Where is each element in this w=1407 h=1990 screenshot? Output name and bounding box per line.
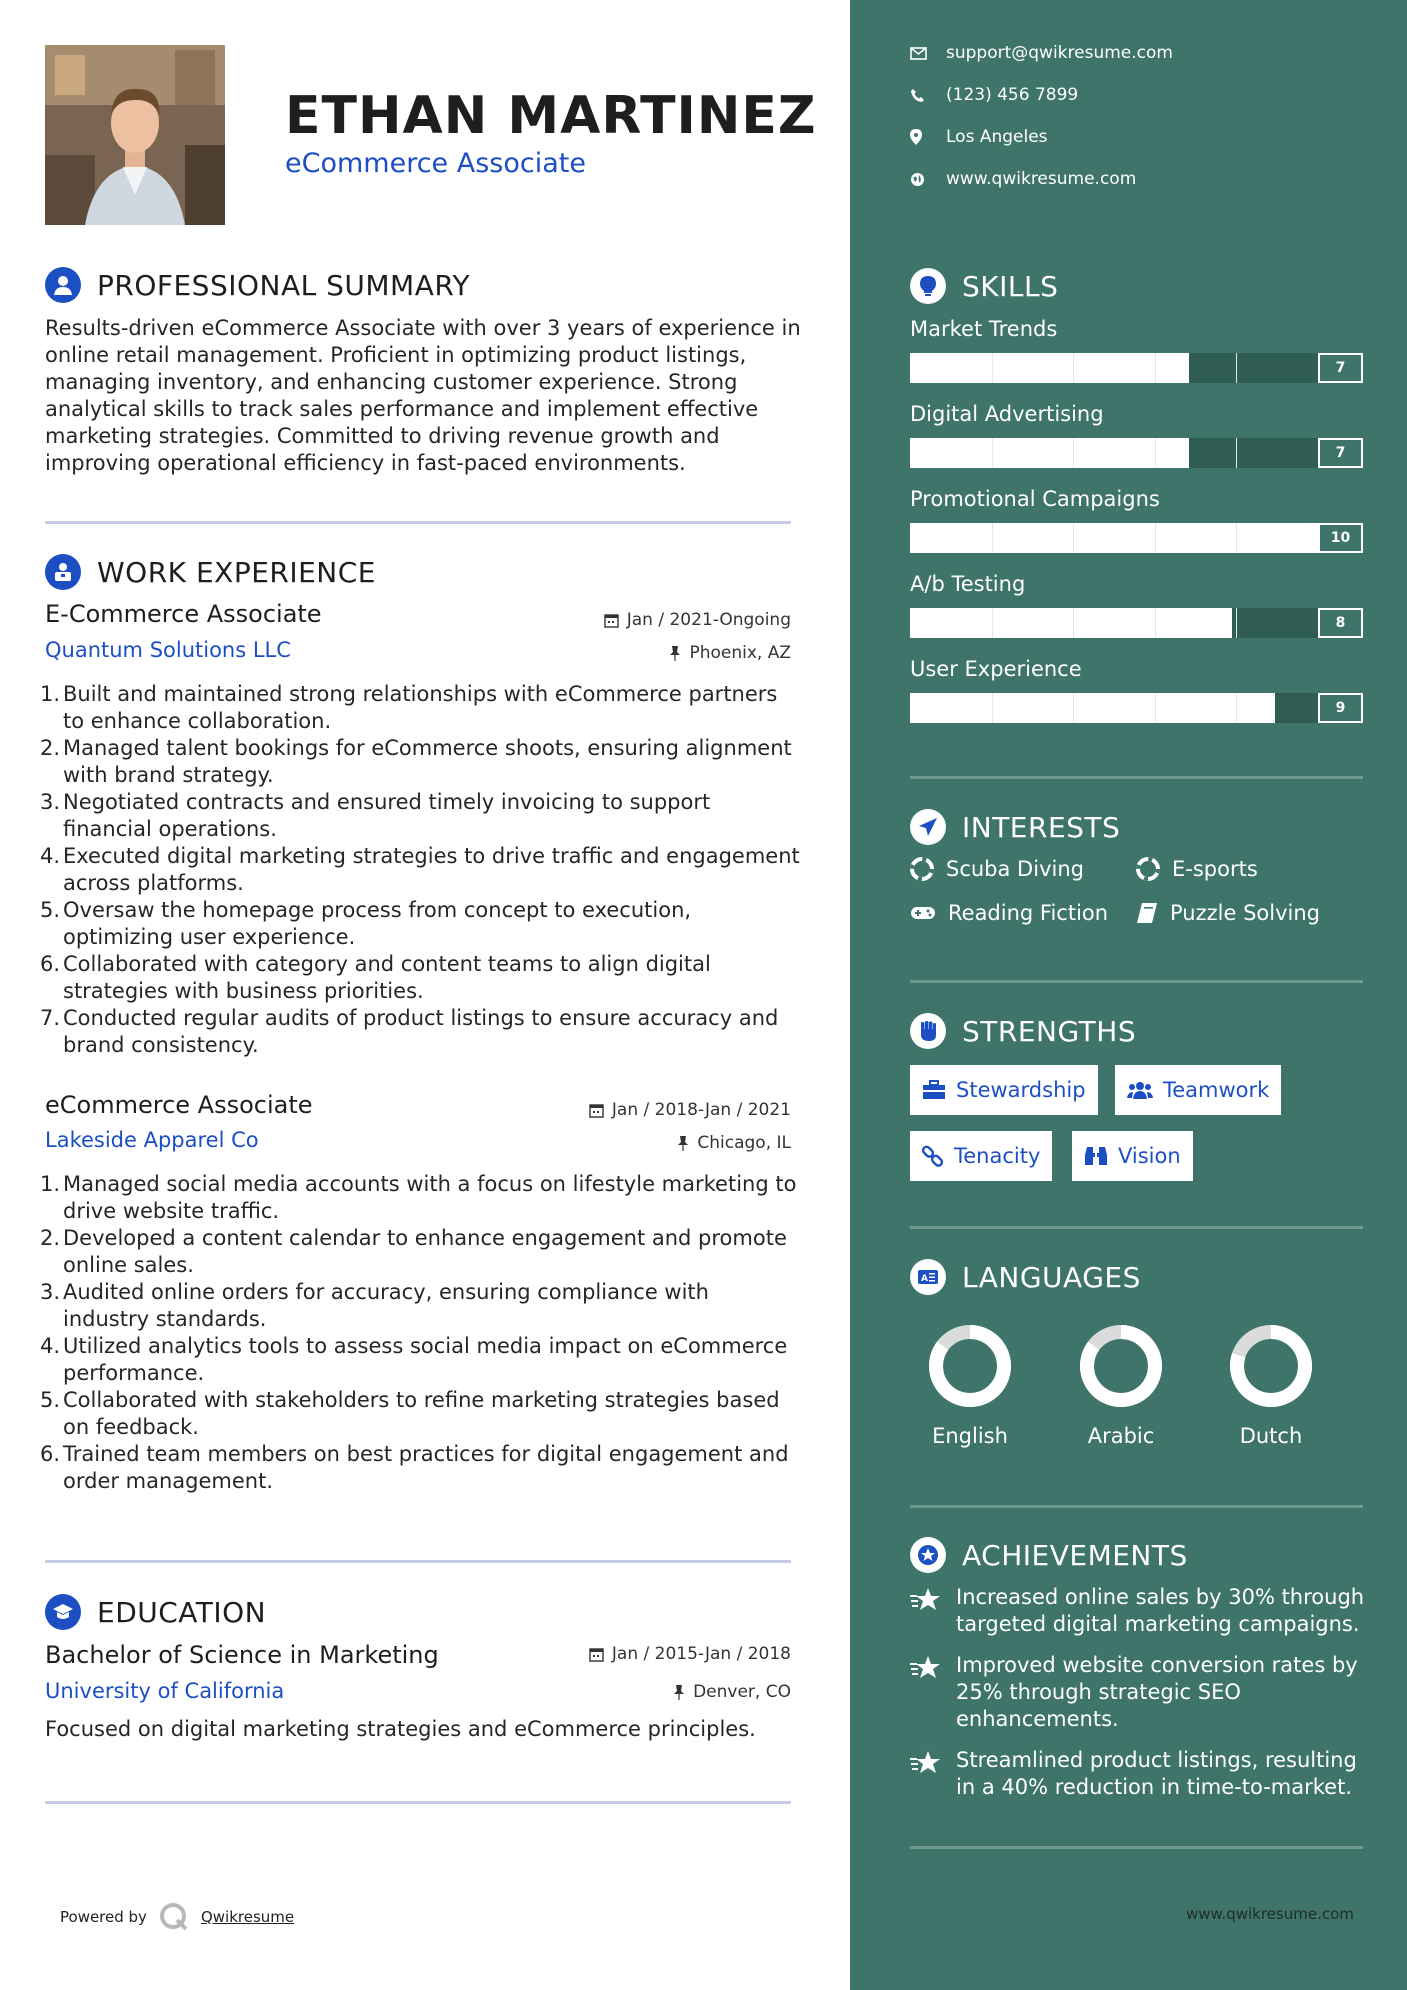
skill-segment — [1236, 438, 1237, 468]
briefcase-user-icon — [45, 554, 81, 590]
skill-value-badge: 7 — [1318, 438, 1363, 468]
lightbulb-icon — [910, 268, 946, 304]
skill-segment — [992, 608, 993, 638]
achievement-item: Improved website conversion rates by 25% through strategic SEO enhancements. — [910, 1652, 1370, 1733]
skill-segment — [1236, 353, 1237, 383]
life-ring-icon — [910, 857, 934, 881]
divider — [45, 1560, 791, 1563]
list-item: 6. Collaborated with category and content teams to align digital strategies with business priorities. — [40, 952, 711, 1003]
strength-tag: Tenacity — [910, 1131, 1052, 1181]
education-date: Jan / 2015-Jan / 2018 — [589, 1644, 791, 1664]
list-item: 1. Built and maintained strong relationships with eCommerce partners to enhance collaboration. — [40, 682, 778, 733]
contact-phone: (123) 456 7899 — [910, 85, 1078, 105]
achievement-item: Streamlined product listings, resulting in a 40% reduction in time-to-market. — [910, 1747, 1370, 1801]
skill-fill — [910, 523, 1318, 553]
skill-segment — [1155, 353, 1156, 383]
interests-header — [910, 809, 1120, 845]
contact-location: Los Angeles — [910, 127, 1048, 147]
qwikresume-logo-icon — [159, 1902, 189, 1932]
skill-segment — [1155, 608, 1156, 638]
interest-item: Scuba Diving — [910, 857, 1084, 881]
language-donut — [1226, 1321, 1316, 1415]
divider — [45, 1801, 791, 1804]
job-date: Jan / 2018-Jan / 2021 — [589, 1100, 791, 1120]
skill-value-badge: 10 — [1318, 523, 1363, 553]
job-bullets — [40, 1171, 800, 1495]
envelope-icon — [910, 47, 927, 60]
strength-tag: Stewardship — [910, 1065, 1098, 1115]
section-title: STRENGTHS — [962, 1014, 1137, 1048]
divider — [910, 776, 1363, 779]
job-date: Jan / 2021-Ongoing — [604, 610, 791, 630]
star-icon — [910, 1586, 942, 1612]
footer-website[interactable]: www.qwikresume.com — [1186, 1905, 1354, 1923]
skill-bar — [910, 523, 1363, 553]
gamepad-icon — [910, 905, 936, 921]
location-pin-icon — [910, 129, 922, 145]
candidate-name: ETHAN MARTINEZ — [285, 86, 817, 146]
job-bullets — [40, 681, 800, 1059]
summary-header — [45, 267, 470, 303]
toolbox-icon — [922, 1080, 946, 1100]
language-label: English — [932, 1424, 1008, 1448]
strength-tag: Teamwork — [1115, 1065, 1281, 1115]
degree: Bachelor of Science in Marketing — [45, 1641, 439, 1669]
svg-text:A: A — [921, 1274, 928, 1284]
skill-label: Promotional Campaigns — [910, 487, 1160, 511]
skill-label: User Experience — [910, 657, 1082, 681]
list-item: 2. Managed talent bookings for eCommerce shoots, ensuring alignment with brand strategy. — [40, 736, 792, 787]
skill-segment — [992, 523, 993, 553]
book-icon — [1136, 902, 1158, 924]
job-title: eCommerce Associate — [45, 1091, 313, 1119]
summary-text: Results-driven eCommerce Associate with over 3 years of experience in online retail management. Proficient in optimizing product listings, managing inventory, and enhancing customer experience. Strong analytical skills to track sales performance and implement effective marketing strategies. Committed to driving revenue growth and improving operational efficiency in fast-paced environments. — [45, 316, 801, 475]
section-title: SKILLS — [962, 269, 1059, 303]
graduation-icon — [45, 1594, 81, 1630]
skill-segment — [1155, 438, 1156, 468]
skill-label: Market Trends — [910, 317, 1058, 341]
achievement-item: Increased online sales by 30% through targeted digital marketing campaigns. — [910, 1584, 1370, 1638]
skill-label: A/b Testing — [910, 572, 1026, 596]
paper-plane-icon — [910, 809, 946, 845]
job-location: Chicago, IL — [677, 1133, 791, 1153]
divider — [45, 521, 791, 524]
skill-value-badge: 8 — [1318, 608, 1363, 638]
education-text: Focused on digital marketing strategies and eCommerce principles. — [45, 1717, 756, 1741]
skill-segment — [1155, 523, 1156, 553]
list-item: 4. Executed digital marketing strategies to drive traffic and engagement across platforms. — [40, 844, 800, 895]
skill-segment — [1073, 353, 1074, 383]
education-header — [45, 1594, 266, 1630]
language-donut — [1076, 1321, 1166, 1415]
list-item: 2. Developed a content calendar to enhance engagement and promote online sales. — [40, 1226, 787, 1277]
footer-powered-by: Powered by Qwikresume — [60, 1902, 294, 1932]
profile-photo — [45, 45, 225, 225]
company-name: Quantum Solutions LLC — [45, 638, 291, 662]
skill-segment — [1236, 523, 1237, 553]
divider — [910, 980, 1363, 983]
section-title: EDUCATION — [97, 1595, 267, 1629]
list-item: 1. Managed social media accounts with a focus on lifestyle marketing to drive website traffic. — [40, 1172, 797, 1223]
divider — [910, 1846, 1363, 1849]
list-item: 5. Collaborated with stakeholders to refine marketing strategies based on feedback. — [40, 1388, 780, 1439]
skill-fill — [910, 438, 1189, 468]
section-title: ACHIEVEMENTS — [962, 1538, 1188, 1572]
website-link[interactable]: www.qwikresume.com — [946, 169, 1137, 189]
skill-bar — [910, 353, 1363, 383]
divider — [910, 1226, 1363, 1229]
skill-segment — [1236, 693, 1237, 723]
skill-fill — [910, 693, 1275, 723]
life-ring-icon — [1136, 857, 1160, 881]
skill-segment — [1073, 523, 1074, 553]
section-title: WORK EXPERIENCE — [97, 555, 376, 589]
qwikresume-link[interactable]: Qwikresume — [200, 1908, 295, 1926]
strengths-header — [910, 1013, 1136, 1049]
star-icon — [910, 1654, 942, 1680]
skill-fill — [910, 608, 1232, 638]
star-icon — [910, 1749, 942, 1775]
contact-website — [910, 169, 1136, 189]
list-item: 6. Trained team members on best practices for digital engagement and order management. — [40, 1442, 789, 1493]
list-item: 5. Oversaw the homepage process from concept to execution, optimizing user experience. — [40, 898, 692, 949]
skill-segment — [992, 353, 993, 383]
skill-value-badge: 9 — [1318, 693, 1363, 723]
education-location: Denver, CO — [673, 1682, 791, 1702]
users-icon — [1127, 1080, 1153, 1100]
job-title: E-Commerce Associate — [45, 600, 322, 628]
skill-bar — [910, 693, 1363, 723]
skills-header — [910, 268, 1058, 304]
skill-value-badge: 7 — [1318, 353, 1363, 383]
skill-segment — [1073, 693, 1074, 723]
phone-icon — [910, 88, 925, 103]
section-title: INTERESTS — [962, 810, 1121, 844]
list-item: 7. Conducted regular audits of product listings to ensure accuracy and brand consistency. — [40, 1006, 779, 1057]
contact-email — [910, 43, 1173, 63]
section-title: LANGUAGES — [962, 1260, 1141, 1294]
fist-icon — [910, 1013, 946, 1049]
pin-icon — [669, 645, 681, 661]
company-name: Lakeside Apparel Co — [45, 1128, 259, 1152]
pin-icon — [677, 1135, 689, 1151]
email-link[interactable]: support@qwikresume.com — [946, 43, 1173, 63]
skill-bar — [910, 608, 1363, 638]
skill-segment — [1073, 438, 1074, 468]
interest-item: Reading Fiction — [910, 901, 1108, 925]
user-icon — [45, 267, 81, 303]
school-name: University of California — [45, 1679, 285, 1703]
skill-bar — [910, 438, 1363, 468]
work-header — [45, 554, 376, 590]
language-label: Arabic — [1087, 1424, 1155, 1448]
achievements-header — [910, 1537, 1188, 1573]
link-icon — [922, 1145, 944, 1167]
calendar-icon — [589, 1647, 604, 1662]
list-item: 3. Audited online orders for accuracy, ensuring compliance with industry standards. — [40, 1280, 709, 1331]
languages-header — [910, 1259, 1141, 1295]
skill-segment — [1073, 608, 1074, 638]
skill-segment — [1236, 608, 1237, 638]
calendar-icon — [589, 1103, 604, 1118]
list-item: 4. Utilized analytics tools to assess social media impact on eCommerce performance. — [40, 1334, 788, 1385]
language-donut — [925, 1321, 1015, 1415]
binoculars-icon — [1084, 1145, 1108, 1167]
skill-segment — [1155, 693, 1156, 723]
calendar-icon — [604, 613, 619, 628]
language-icon — [910, 1259, 946, 1295]
section-title: PROFESSIONAL SUMMARY — [97, 268, 471, 302]
strength-tag: Vision — [1072, 1131, 1193, 1181]
candidate-role: eCommerce Associate — [285, 148, 586, 179]
divider — [910, 1505, 1363, 1508]
globe-icon — [910, 172, 925, 187]
list-item: 3. Negotiated contracts and ensured timely invoicing to support financial operations. — [40, 790, 711, 841]
skill-fill — [910, 353, 1189, 383]
interest-item: E-sports — [1136, 857, 1258, 881]
language-label: Dutch — [1239, 1424, 1303, 1448]
skill-segment — [992, 438, 993, 468]
star-badge-icon — [910, 1537, 946, 1573]
interest-item: Puzzle Solving — [1136, 901, 1320, 925]
skill-segment — [992, 693, 993, 723]
job-location: Phoenix, AZ — [669, 643, 791, 663]
skill-label: Digital Advertising — [910, 402, 1104, 426]
pin-icon — [673, 1684, 685, 1700]
